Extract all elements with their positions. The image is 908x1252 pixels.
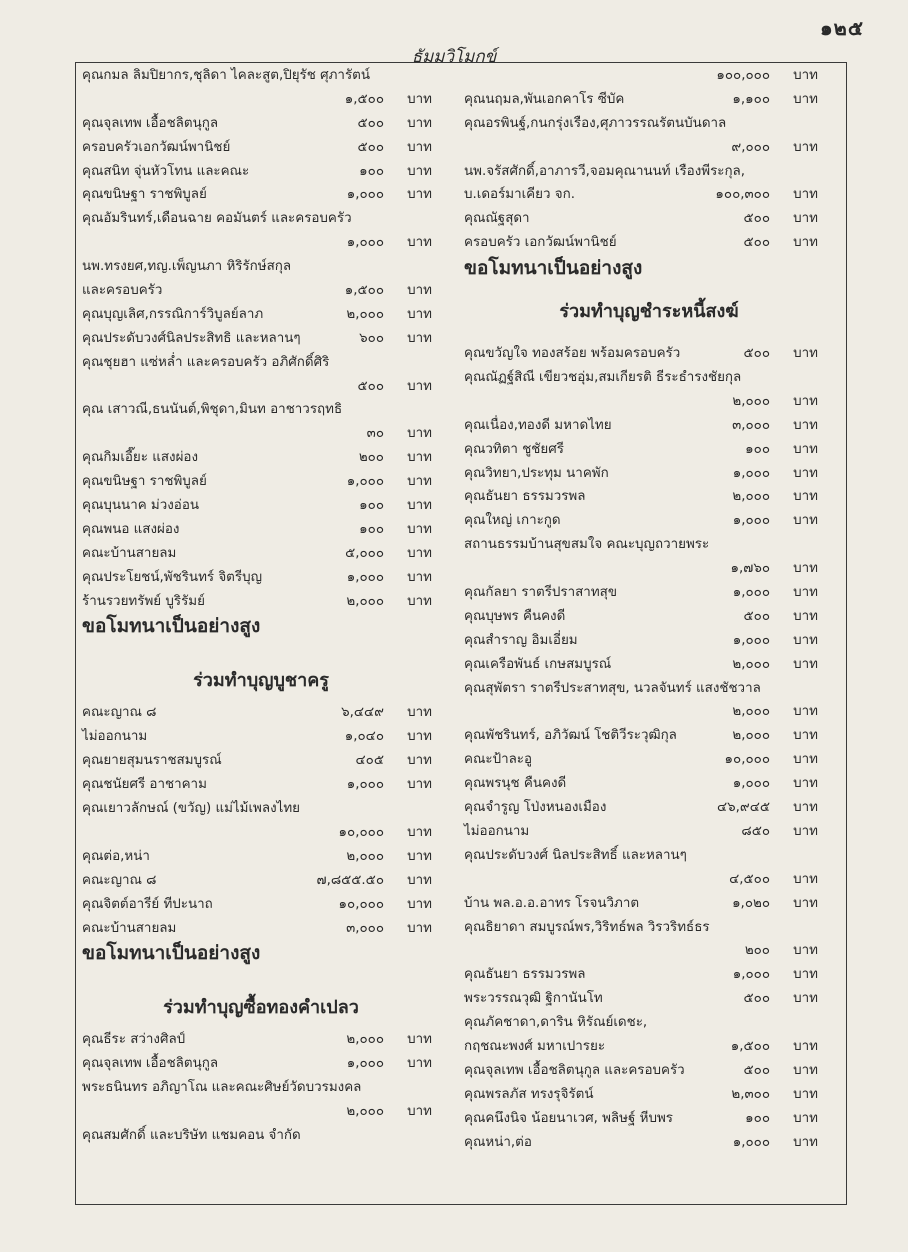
currency-unit: บาท <box>793 235 818 251</box>
donor-row <box>464 112 834 136</box>
donor-row <box>464 724 834 748</box>
section-heading-sangha-debt: ร่วมทำบุญชำระหนี้สงฆ์ <box>559 301 739 323</box>
section-heading-gold-leaf: ร่วมทำบุญซื้อทองคำเปลว <box>163 997 359 1019</box>
donor-name: คุณธันยา ธรรมวรพล <box>464 489 586 505</box>
donor-name: คุณจุลเทพ เอื้อชลิตนุกูล <box>82 115 219 131</box>
donor-row <box>82 303 440 327</box>
donation-amount: ๑,๐๐๐ <box>732 1134 770 1150</box>
donation-amount: ๑,๐๐๐ <box>346 569 384 585</box>
donation-amount: ๑๐๐ <box>745 441 770 457</box>
currency-unit: บาท <box>793 632 818 648</box>
donor-row <box>82 255 440 279</box>
donor-row <box>464 796 834 820</box>
donor-row <box>464 1083 834 1107</box>
donation-amount: ๘๕๐ <box>741 823 770 839</box>
donor-row <box>82 869 440 893</box>
donation-amount: ๔๐๕ <box>355 753 384 769</box>
donor-name: คุณต่อ,หน่า <box>82 848 150 864</box>
donor-row <box>82 1076 440 1100</box>
donor-row <box>464 1107 834 1131</box>
donor-list-general <box>82 64 440 613</box>
currency-unit: บาท <box>407 426 432 442</box>
donor-row <box>464 160 834 184</box>
donor-name: คุณเครือพันธ์ เกษสมบูรณ์ <box>464 656 612 672</box>
donor-row <box>464 700 834 724</box>
donor-name: คุณนฤมล,พันเอกคาโร ซีบัค <box>464 91 625 107</box>
donor-row <box>82 1100 440 1124</box>
donation-amount: ๒,๐๐๐ <box>732 704 770 720</box>
donor-row <box>464 772 834 796</box>
donor-name: ร้านรวยทรัพย์ บูริรัมย์ <box>82 593 205 609</box>
donor-row <box>464 462 834 486</box>
currency-unit: บาท <box>793 1062 818 1078</box>
donation-amount: ๕๐๐ <box>743 608 770 624</box>
donor-row <box>82 590 440 614</box>
donation-amount: ๖,๔๔๙ <box>341 705 384 721</box>
donor-name: คุณธันยา ธรรมวรพล <box>464 967 586 983</box>
donation-amount: ๙,๐๐๐ <box>731 139 770 155</box>
donation-amount: ๒,๐๐๐ <box>346 1032 384 1048</box>
currency-unit: บาท <box>407 729 432 745</box>
donor-row <box>464 653 834 677</box>
currency-unit: บาท <box>793 871 818 887</box>
currency-unit: บาท <box>407 920 432 936</box>
donation-amount: ๕๐๐ <box>357 378 384 394</box>
donor-name: คุณขวัญใจ ทองสร้อย พร้อมครอบครัว <box>464 346 681 362</box>
donor-row <box>82 422 440 446</box>
donation-amount: ๒,๐๐๐ <box>732 393 770 409</box>
donor-name: คุณจำรูญ โป่งหนองเมือง <box>464 800 607 816</box>
donation-amount: ๕,๐๐๐ <box>345 545 384 561</box>
donation-amount: ๑,๕๐๐ <box>344 91 384 107</box>
donation-amount: ๑๐๐,๐๐๐ <box>716 68 770 83</box>
currency-unit: บาท <box>407 91 432 107</box>
currency-unit: บาท <box>407 872 432 888</box>
donor-row <box>464 64 834 88</box>
donation-amount: ๑๐๐ <box>359 163 384 179</box>
donor-row <box>464 136 834 160</box>
currency-unit: บาท <box>793 465 818 481</box>
currency-unit: บาท <box>793 561 818 577</box>
donor-name: คุณขนิษฐา ราชพิบูลย์ <box>82 474 207 490</box>
donor-name: คุณ เสาวณี,ธนนันต์,พิชุดา,มินท อาชาวรฤทธิ <box>82 402 343 418</box>
donor-name: พระวรรณวุฒิ ฐิกานันโท <box>464 991 603 1007</box>
donation-amount: ๒,๐๐๐ <box>732 728 770 744</box>
currency-unit: บาท <box>407 824 432 840</box>
currency-unit: บาท <box>793 895 818 911</box>
currency-unit: บาท <box>407 187 432 203</box>
currency-unit: บาท <box>793 656 818 672</box>
currency-unit: บาท <box>407 848 432 864</box>
donor-name: คุณกัลยา ราตรีปราสาทสุข <box>464 585 617 601</box>
donation-amount: ๒,๐๐๐ <box>346 1104 384 1120</box>
donor-row <box>464 183 834 207</box>
donor-row <box>82 112 440 136</box>
currency-unit: บาท <box>793 608 818 624</box>
donor-row <box>82 231 440 255</box>
donation-amount: ๒,๓๐๐ <box>731 1086 770 1102</box>
page-header-title: ธัมมวิโมกข์ <box>411 47 497 67</box>
donor-row <box>464 677 834 701</box>
donor-row <box>464 509 834 533</box>
donor-name: คุณวทิตา ชูชัยศรี <box>464 441 564 457</box>
donor-name: คุณจุลเทพ เอื้อชลิตนุกูล และครอบครัว <box>464 1062 685 1078</box>
donation-amount: ๑,๐๔๐ <box>344 729 384 745</box>
donation-amount: ๕๐๐ <box>357 115 384 131</box>
donor-row <box>82 207 440 231</box>
donor-row <box>82 398 440 422</box>
donor-name: คุณชุยฮา แซ่หล่ำ และครอบครัว อภิศักดิ์ศิริ <box>82 354 330 370</box>
donor-name: คุณจิตต์อารีย์ ทีปะนาถ <box>82 896 213 912</box>
donation-amount: ๒,๐๐๐ <box>732 656 770 672</box>
donor-row <box>464 939 834 963</box>
donor-row <box>464 605 834 629</box>
donor-name: ครอบครัวเอกวัฒน์พานิชย์ <box>82 139 231 155</box>
donor-row <box>464 987 834 1011</box>
currency-unit: บาท <box>407 896 432 912</box>
currency-unit: บาท <box>793 728 818 744</box>
donor-name: คณะบ้านสายลม <box>82 545 177 561</box>
currency-unit: บาท <box>793 513 818 529</box>
donor-name: คุณภัคชาดา,ดาริน หิรัณย์เดชะ, <box>464 1015 648 1031</box>
donor-name: คุณวิทยา,ประทุม นาคพัก <box>464 465 609 481</box>
donation-amount: ๓,๐๐๐ <box>346 920 384 936</box>
donor-name: คุณชนัยศรี อาชาคาม <box>82 777 207 793</box>
donor-row <box>464 438 834 462</box>
currency-unit: บาท <box>407 450 432 466</box>
donation-amount: ๑,๐๐๐ <box>732 967 770 983</box>
currency-unit: บาท <box>407 569 432 585</box>
donor-name: คุณสุพัตรา ราตรีประสาทสุข, นวลจันทร์ แสงชัชวาล <box>464 680 761 696</box>
donor-row <box>464 748 834 772</box>
donor-row <box>464 581 834 605</box>
currency-unit: บาท <box>407 705 432 721</box>
donor-name: คุณคนึงนิจ น้อยนาเวศ, พลิษฐ์ หีบพร <box>464 1110 673 1126</box>
currency-unit: บาท <box>793 752 818 768</box>
donor-row <box>464 629 834 653</box>
donation-amount: ๑,๐๐๐ <box>732 513 770 529</box>
currency-unit: บาท <box>793 417 818 433</box>
currency-unit: บาท <box>793 91 818 107</box>
donation-amount: ๑,๐๐๐ <box>346 235 384 251</box>
donation-amount: ๒,๐๐๐ <box>732 489 770 505</box>
currency-unit: บาท <box>407 498 432 514</box>
donor-row <box>464 342 834 366</box>
donor-row <box>82 351 440 375</box>
donor-name: คุณเยาวลักษณ์ (ขวัญ) แม่ไม้เพลงไทย <box>82 801 301 817</box>
donor-name: คุณขนิษฐา ราชพิบูลย์ <box>82 187 207 203</box>
donation-amount: ๕๐๐ <box>743 346 770 362</box>
donor-row <box>464 868 834 892</box>
donor-row <box>82 821 440 845</box>
donor-row <box>464 1059 834 1083</box>
donation-amount: ๑๐๐ <box>359 521 384 537</box>
currency-unit: บาท <box>407 545 432 561</box>
donor-row <box>82 279 440 303</box>
donor-name: คุณหน่า,ต่อ <box>464 1134 532 1150</box>
donor-name: คุณณัฐสุดา <box>464 211 530 227</box>
donation-amount: ๑,๐๐๐ <box>346 777 384 793</box>
donation-amount: ๑๐,๐๐๐ <box>338 896 384 912</box>
donor-name: บ.เดอร์มาเคียว จก. <box>464 187 575 203</box>
currency-unit: บาท <box>793 393 818 409</box>
donor-row <box>464 916 834 940</box>
donor-row <box>82 797 440 821</box>
donor-name: คุณบุษพร คืนคงดี <box>464 608 566 624</box>
donor-row <box>82 845 440 869</box>
donor-row <box>464 892 834 916</box>
currency-unit: บาท <box>793 800 818 816</box>
donor-list-gold-leaf <box>82 1028 440 1147</box>
donation-amount: ๗,๘๕๕.๕๐ <box>316 872 384 888</box>
currency-unit: บาท <box>793 823 818 839</box>
donation-amount: ๑,๐๐๐ <box>732 465 770 481</box>
currency-unit: บาท <box>793 441 818 457</box>
currency-unit: บาท <box>407 115 432 131</box>
donor-row <box>82 136 440 160</box>
donation-amount: ๑,๕๐๐ <box>730 1038 770 1054</box>
currency-unit: บาท <box>793 489 818 505</box>
donor-row <box>464 820 834 844</box>
currency-unit: บาท <box>407 330 432 346</box>
donation-amount: ๔๖,๙๔๕ <box>717 800 770 816</box>
currency-unit: บาท <box>407 163 432 179</box>
thanks-heading: ขอโมทนาเป็นอย่างสูง <box>464 257 643 280</box>
page-number: ๑๒๕ <box>819 16 864 40</box>
donor-name: นพ.ทรงยศ,ทญ.เพ็ญนภา หิริรักษ์สกุล <box>82 259 292 275</box>
donor-row <box>82 327 440 351</box>
donor-name: คุณอัมรินทร์,เดือนฉาย คอมันตร์ และครอบครัว <box>82 211 352 227</box>
donation-amount: ๑,๐๐๐ <box>732 632 770 648</box>
currency-unit: บาท <box>407 1056 432 1072</box>
donation-amount: ๑๐๐ <box>745 1110 770 1126</box>
donor-name: คุณประดับวงศ์นิลประสิทธิ และหลานๆ <box>82 330 301 346</box>
donor-name: คุณสนิท จุ่นหัวโทน และคณะ <box>82 163 250 179</box>
currency-unit: บาท <box>793 991 818 1007</box>
donation-amount: ๖๐๐ <box>359 330 384 346</box>
donor-name: ไม่ออกนาม <box>82 729 148 745</box>
donation-amount: ๑๐,๐๐๐ <box>338 824 384 840</box>
donor-name: คณะญาณ ๘ <box>82 872 157 888</box>
donation-amount: ๒๐๐ <box>744 943 770 959</box>
donor-name: คุณยายสุมนราชสมบูรณ์ <box>82 753 222 769</box>
donation-amount: ๑,๐๐๐ <box>346 187 384 203</box>
currency-unit: บาท <box>407 235 432 251</box>
currency-unit: บาท <box>793 1086 818 1102</box>
donor-name: คณะบ้านสายลม <box>82 920 177 936</box>
donor-row <box>464 1131 834 1155</box>
donation-amount: ๑,๗๖๐ <box>730 561 770 577</box>
currency-unit: บาท <box>793 187 818 203</box>
donor-row <box>464 557 834 581</box>
currency-unit: บาท <box>793 68 818 83</box>
donation-amount: ๕๐๐ <box>743 991 770 1007</box>
currency-unit: บาท <box>793 211 818 227</box>
donor-row <box>464 414 834 438</box>
donor-name: คุณณัฏฐ์สิณี เขียวชอุ่ม,สมเกียรติ ธีระธำรงชัยกุล <box>464 370 742 386</box>
donor-row <box>82 749 440 773</box>
donor-row <box>464 963 834 987</box>
donation-amount: ๕๐๐ <box>743 211 770 227</box>
donor-name: พระธนินทร อภิญาโณ และคณะศิษย์วัดบวรมงคล <box>82 1080 362 1096</box>
currency-unit: บาท <box>793 346 818 362</box>
donor-name: คุณพรนุช คืนคงดี <box>464 776 567 792</box>
currency-unit: บาท <box>793 1134 818 1150</box>
currency-unit: บาท <box>793 1038 818 1054</box>
donor-row <box>82 518 440 542</box>
donor-name: คณะญาณ ๘ <box>82 705 157 721</box>
currency-unit: บาท <box>407 283 432 299</box>
donor-name: คุณกิมเอี๊ยะ แสงผ่อง <box>82 450 198 466</box>
currency-unit: บาท <box>793 139 818 155</box>
right-column <box>464 64 834 1154</box>
donor-row <box>464 1035 834 1059</box>
donor-name: บ้าน พล.อ.อ.อาทร โรจนวิภาต <box>464 895 640 911</box>
donor-row <box>82 893 440 917</box>
donor-name: คุณพัชรินทร์, อภิวัฒน์ โชติวีระวุฒิกุล <box>464 728 677 744</box>
currency-unit: บาท <box>407 378 432 394</box>
donor-row <box>464 231 834 255</box>
donor-row <box>82 64 440 88</box>
donation-amount: ๒,๐๐๐ <box>346 593 384 609</box>
donation-amount: ๒๐๐ <box>358 450 384 466</box>
donation-amount: ๕๐๐ <box>743 1062 770 1078</box>
donor-name: คุณธีระ สว่างศิลป์ <box>82 1032 186 1048</box>
currency-unit: บาท <box>793 585 818 601</box>
donor-row <box>82 917 440 941</box>
donor-row <box>82 1028 440 1052</box>
donor-row <box>82 470 440 494</box>
donor-row <box>464 390 834 414</box>
currency-unit: บาท <box>407 593 432 609</box>
donor-row <box>82 183 440 207</box>
donor-name: คุณอรพินฐ์,กนกรุ่งเรือง,ศุภาวรรณรัตนบันดาล <box>464 115 727 131</box>
thanks-heading: ขอโมทนาเป็นอย่างสูง <box>82 615 261 638</box>
currency-unit: บาท <box>407 1104 432 1120</box>
donation-amount: ๒,๐๐๐ <box>346 848 384 864</box>
donation-amount: ๑,๐๐๐ <box>346 474 384 490</box>
currency-unit: บาท <box>407 139 432 155</box>
currency-unit: บาท <box>793 943 818 959</box>
donor-row <box>82 375 440 399</box>
donor-row <box>464 533 834 557</box>
left-column <box>82 64 440 1148</box>
donor-row <box>464 844 834 868</box>
donor-name: นพ.จรัสศักดิ์,อาภารวี,จอมคุณานนท์ เรืองพีระกุล, <box>464 163 746 179</box>
donation-amount: ๑๐,๐๐๐ <box>724 752 770 768</box>
donor-name: คุณประโยชน์,พัชรินทร์ จิตรีบุญ <box>82 569 262 585</box>
donor-list-sangha-debt <box>464 342 834 1154</box>
thanks-heading: ขอโมทนาเป็นอย่างสูง <box>82 942 261 965</box>
donor-row <box>464 207 834 231</box>
currency-unit: บาท <box>407 753 432 769</box>
donor-row <box>82 701 440 725</box>
donor-name: คุณประดับวงศ์ นิลประสิทธิ์ และหลานๆ <box>464 847 687 863</box>
donor-row <box>464 1011 834 1035</box>
donor-row <box>464 88 834 112</box>
donor-name: สถานธรรมบ้านสุขสมใจ คณะบุญถวายพระ <box>464 537 710 553</box>
currency-unit: บาท <box>407 777 432 793</box>
donor-row <box>82 160 440 184</box>
currency-unit: บาท <box>793 967 818 983</box>
donation-amount: ๒,๐๐๐ <box>346 306 384 322</box>
donation-amount: ๕๐๐ <box>743 235 770 251</box>
donor-list-general-continued <box>464 64 834 255</box>
donor-name: คุณบุญเลิศ,กรรณิการ์วิบูลย์ลาภ <box>82 306 264 322</box>
currency-unit: บาท <box>793 1110 818 1126</box>
donor-row <box>82 88 440 112</box>
donation-amount: ๔,๕๐๐ <box>729 871 770 887</box>
currency-unit: บาท <box>407 521 432 537</box>
donor-row <box>464 485 834 509</box>
donor-row <box>464 366 834 390</box>
donor-row <box>82 1124 440 1148</box>
currency-unit: บาท <box>407 306 432 322</box>
currency-unit: บาท <box>793 776 818 792</box>
donor-name: คุณกมล ลิมปิยากร,ชุลิดา ไคละสูต,ปิยุรัช ศุภารัตน์ <box>82 68 370 83</box>
donor-name: ไม่ออกนาม <box>464 823 530 839</box>
donation-amount: ๑,๕๐๐ <box>344 283 384 299</box>
donor-row <box>82 1052 440 1076</box>
donor-row <box>82 725 440 749</box>
donor-name: ครอบครัว เอกวัฒน์พานิชย์ <box>464 235 617 251</box>
donation-amount: ๑,๐๒๐ <box>732 895 770 911</box>
donor-list-teacher-offering <box>82 701 440 940</box>
donation-amount: ๑,๐๐๐ <box>346 1056 384 1072</box>
donor-name: คุณสำราญ อิมเอี่ยม <box>464 632 578 648</box>
donation-amount: ๑๐๐ <box>359 498 384 514</box>
donor-name: คุณบุนนาค ม่วงอ่อน <box>82 498 200 514</box>
donor-name: คุณพนอ แสงผ่อง <box>82 521 180 537</box>
donor-name: คุณเนื่อง,ทองดี มหาดไทย <box>464 417 612 433</box>
donor-row <box>82 773 440 797</box>
donor-row <box>82 446 440 470</box>
section-heading-teacher-offering: ร่วมทำบุญบูชาครู <box>193 670 329 692</box>
donor-name: คุณใหญ่ เกาะกูด <box>464 513 561 529</box>
donor-row <box>82 566 440 590</box>
donor-name: คณะป้าละอู <box>464 752 533 768</box>
donor-name: คุณสมศักดิ์ และบริษัท แชมคอน จำกัด <box>82 1127 301 1143</box>
donation-amount: ๓๐ <box>366 426 384 442</box>
donation-amount: ๓,๐๐๐ <box>732 417 770 433</box>
donor-name: กฤชณะพงศ์ มหาเปารยะ <box>464 1038 606 1054</box>
currency-unit: บาท <box>793 704 818 720</box>
donation-amount: ๑,๑๐๐ <box>732 91 770 107</box>
currency-unit: บาท <box>407 1032 432 1048</box>
donation-amount: ๑,๐๐๐ <box>732 585 770 601</box>
donor-row <box>82 494 440 518</box>
donation-amount: ๑๐๐,๓๐๐ <box>715 187 770 203</box>
donor-row <box>82 542 440 566</box>
donor-name: และครอบครัว <box>82 283 163 299</box>
donation-amount: ๕๐๐ <box>357 139 384 155</box>
currency-unit: บาท <box>407 474 432 490</box>
donation-amount: ๑,๐๐๐ <box>732 776 770 792</box>
donor-name: คุณพรลภัส ทรงรุจิรัตน์ <box>464 1086 594 1102</box>
donor-name: คุณจุลเทพ เอื้อชลิตนุกูล <box>82 1056 219 1072</box>
donor-name: คุณธิยาดา สมบูรณ์พร,วิริทธ์พล วิรวริทธ์ธร <box>464 919 710 935</box>
